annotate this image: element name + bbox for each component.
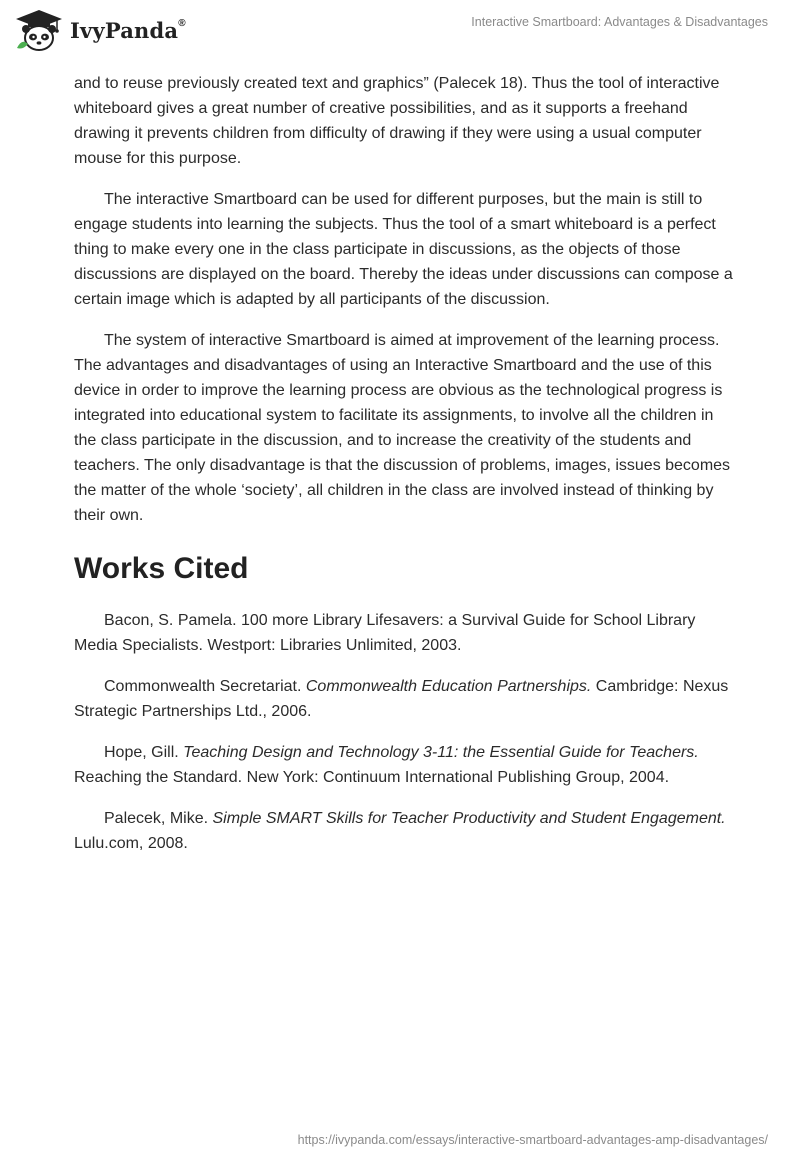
page-header: [0, 0, 800, 60]
essay-body: [74, 71, 734, 872]
body-paragraph: The interactive Smartboard can be used for different purposes, but the main is still to engage students into learning the subjects. Thus the tool of a smart whiteboard is a perfect thing to make every one in the class participate in discussions, as the objects of those discussions are displayed on the board. Thereby the ideas under discussions can compose a certain image which is adapted by all participants of the discussion.: [74, 191, 733, 308]
document-title: Interactive Smartboard: Advantages & Disadvantages: [471, 15, 768, 29]
citation-publisher: Reaching the Standard. New York: Continuum International Publishing Group, 2004.: [74, 769, 670, 786]
body-paragraph: and to reuse previously created text and graphics” (Palecek 18). Thus the tool of interactive whiteboard gives a great number of creative possibilities, and as it supports a freehand drawing it prevents children from difficulty of drawing if they were using a usual computer mouse for this purpose.: [74, 75, 720, 167]
brand-name: IvyPanda®: [70, 17, 186, 43]
brand-logo[interactable]: [14, 8, 186, 52]
citation-publisher: Cambridge: Nexus Strategic Partnerships Ltd., 2006.: [74, 678, 729, 720]
citation-author: Palecek, Mike.: [104, 810, 213, 827]
citation-item: [74, 806, 734, 856]
citation-author: Commonwealth Secretariat.: [104, 678, 306, 695]
citation-title: Teaching Design and Technology 3-11: the Essential Guide for Teachers.: [183, 744, 699, 761]
source-url[interactable]: https://ivypanda.com/essays/interactive-smartboard-advantages-amp-disadvantages/: [297, 1133, 768, 1147]
citation-publisher: Lulu.com, 2008.: [74, 835, 188, 852]
citation-title: Commonwealth Education Partnerships.: [305, 678, 592, 695]
citation-item: [74, 740, 734, 790]
panda-graduate-icon: [14, 8, 64, 52]
works-cited-heading: Works Cited: [74, 552, 249, 585]
citation-item: [74, 608, 734, 658]
body-paragraph: The system of interactive Smartboard is aimed at improvement of the learning process. The advantages and disadvantages of using an Interactive Smartboard and the use of this device in order to improve the learning process are obvious as the technological progress is integrated into educational system to facilitate its assignments, to involve all the children in the class participate in the discussion, and to increase the creativity of the students and teachers. The only disadvantage is that the discussion of problems, images, issues becomes the matter of the whole ‘society’, all children in the class are involved instead of thinking by their own.: [74, 332, 731, 524]
registered-mark: ®: [178, 17, 186, 29]
citation-title: Simple SMART Skills for Teacher Productivity and Student Engagement.: [212, 810, 726, 827]
citation-text: Bacon, S. Pamela. 100 more Library Lifesavers: a Survival Guide for School Library Media Specialists. Westport: Libraries Unlimited, 2003.: [74, 612, 696, 654]
citation-author: Hope, Gill.: [104, 744, 184, 761]
citation-item: [74, 674, 734, 724]
